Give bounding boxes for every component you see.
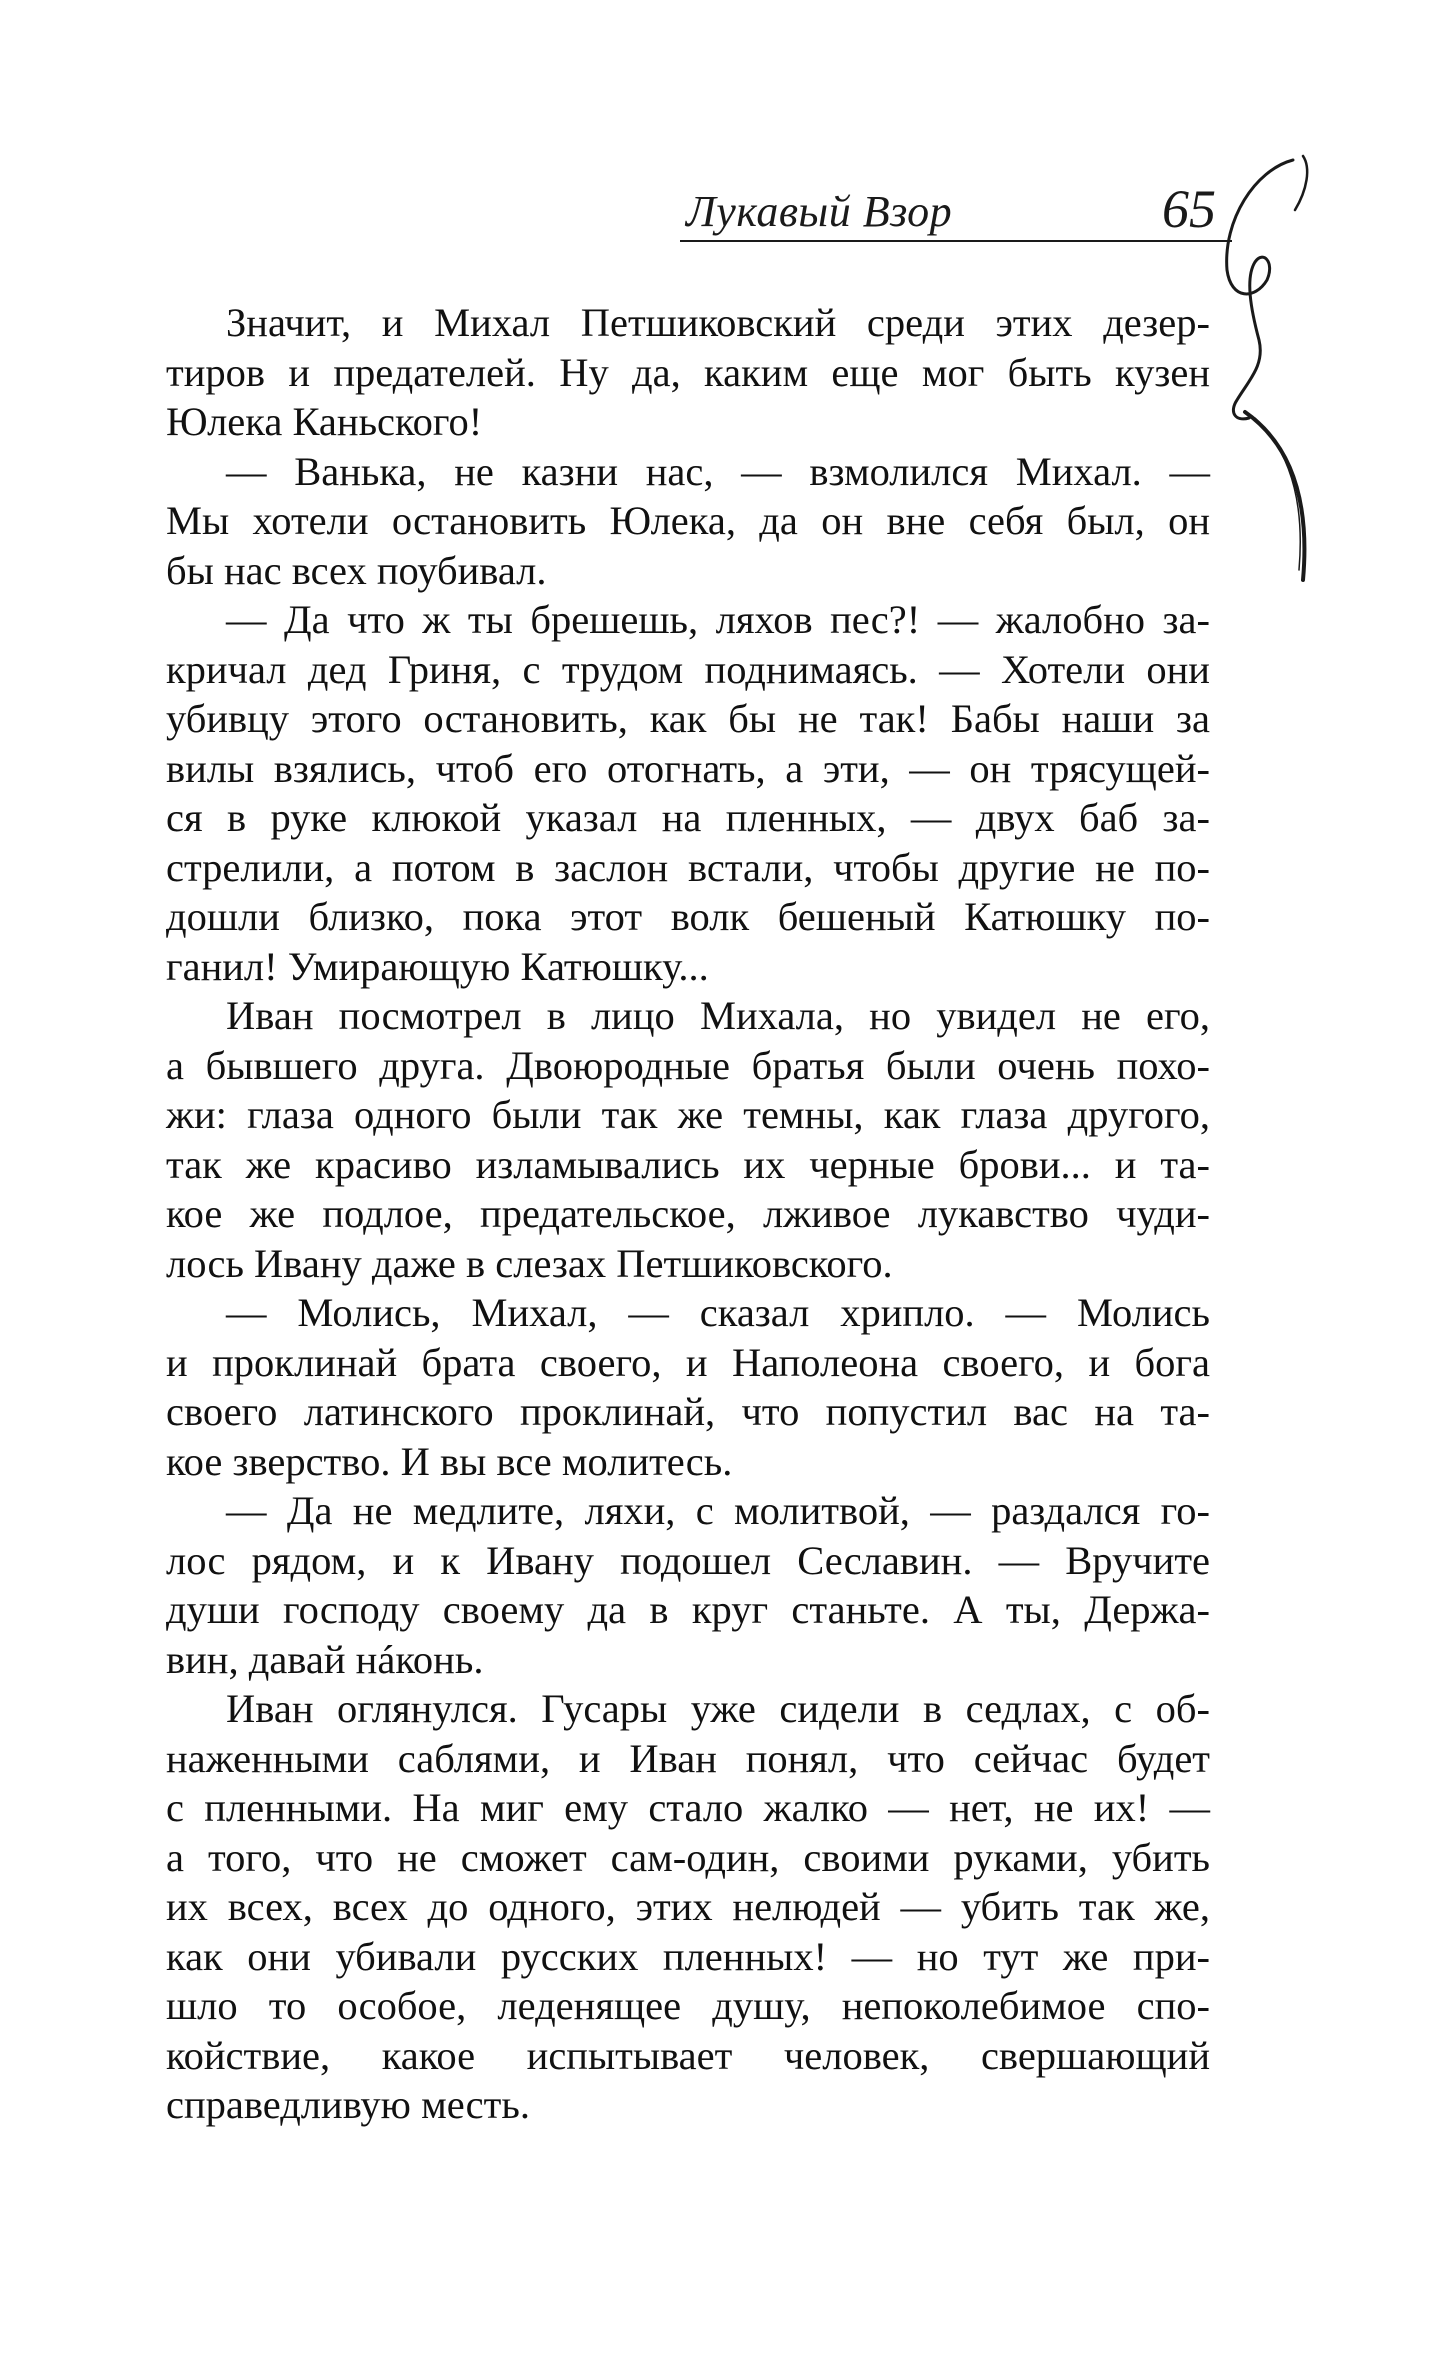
text-line: Иван оглянулся. Гусары уже сидели в седлах, с об- xyxy=(226,1686,1210,1731)
text-line: — Да не медлите, ляхи, с молитвой, — раздался го- xyxy=(226,1488,1210,1533)
calligraphic-flourish-icon xyxy=(1215,150,1335,600)
text-line: с пленными. На миг ему стало жалко — нет, не их! — xyxy=(166,1785,1210,1830)
paragraph xyxy=(166,991,1210,1288)
paragraph xyxy=(166,595,1210,991)
text-line: вилы взялись, чтоб его отогнать, а эти, — он трясущей- xyxy=(166,745,1210,791)
text-line: Иван посмотрел в лицо Михала, но увидел не его, xyxy=(226,993,1210,1038)
paragraph xyxy=(166,298,1210,447)
text-line: Мы хотели остановить Юлека, да он вне себя был, он xyxy=(166,498,1210,543)
header-rule xyxy=(680,240,1232,242)
text-line: дошли близко, пока этот волк бешеный Катюшку по- xyxy=(166,894,1210,939)
paragraph xyxy=(166,1486,1210,1684)
text-line: справедливую месть. xyxy=(166,2082,530,2127)
text-line: своего латинского проклинай, что попустил вас на та- xyxy=(166,1389,1210,1434)
text-line: ганил! Умирающую Катюшку... xyxy=(166,943,709,989)
paragraph xyxy=(166,447,1210,596)
text-line: души господу своему да в круг станьте. А ты, Держа- xyxy=(166,1587,1210,1632)
text-line: Значит, и Михал Петшиковский среди этих дезер- xyxy=(226,300,1210,345)
text-line: их всех, всех до одного, этих нелюдей — убить так же, xyxy=(166,1884,1210,1929)
book-title: Лукавый Взор xyxy=(686,187,953,236)
text-line: а того, что не сможет сам-один, своими руками, убить xyxy=(166,1834,1210,1880)
paragraph xyxy=(166,1684,1210,2130)
text-line: тиров и предателей. Ну да, каким еще мог быть кузен xyxy=(166,349,1210,395)
text-line: кричал дед Гриня, с трудом поднимаясь. — Хотели они xyxy=(166,646,1210,692)
text-line: — Молись, Михал, — сказал хрипло. — Молись xyxy=(226,1290,1210,1335)
text-line: ся в руке клюкой указал на пленных, — двух баб за- xyxy=(166,795,1210,840)
text-line: кое зверство. И вы все молитесь. xyxy=(166,1438,733,1484)
text-line: вин, давай нáконь. xyxy=(166,1636,484,1682)
text-line: убивцу этого остановить, как бы не так! Бабы наши за xyxy=(166,696,1210,741)
text-line: лос рядом, и к Ивану подошел Сеславин. — Вручите xyxy=(166,1537,1210,1583)
text-line: лось Ивану даже в слезах Петшиковского. xyxy=(166,1240,893,1286)
running-head xyxy=(686,178,1216,238)
text-line: как они убивали русских пленных! — но тут же при- xyxy=(166,1933,1210,1979)
text-line: стрелили, а потом в заслон встали, чтобы другие не по- xyxy=(166,844,1210,890)
text-line: наженными саблями, и Иван понял, что сейчас будет xyxy=(166,1735,1210,1781)
text-line: жи: глаза одного были так же темны, как глаза другого, xyxy=(166,1092,1210,1137)
body-text xyxy=(166,298,1210,2130)
text-line: бы нас всех поубивал. xyxy=(166,547,547,593)
text-line: — Да что ж ты брешешь, ляхов пес?! — жалобно за- xyxy=(226,597,1210,642)
text-line: — Ванька, не казни нас, — взмолился Михал. — xyxy=(226,448,1210,494)
text-line: и проклинай брата своего, и Наполеона своего, и бога xyxy=(166,1339,1210,1385)
text-line: Юлека Каньского! xyxy=(166,399,483,444)
text-line: а бывшего друга. Двоюродные братья были очень похо- xyxy=(166,1042,1210,1088)
page-number: 65 xyxy=(1162,179,1216,239)
text-line: шло то особое, леденящее душу, непоколебимое спо- xyxy=(166,1983,1210,2028)
text-line: кое же подлое, предательское, лживое лукавство чуди- xyxy=(166,1191,1210,1236)
paragraph xyxy=(166,1288,1210,1486)
text-line: так же красиво изламывались их черные брови... и та- xyxy=(166,1141,1210,1187)
text-line: койствие, какое испытывает человек, свершающий xyxy=(166,2032,1210,2078)
